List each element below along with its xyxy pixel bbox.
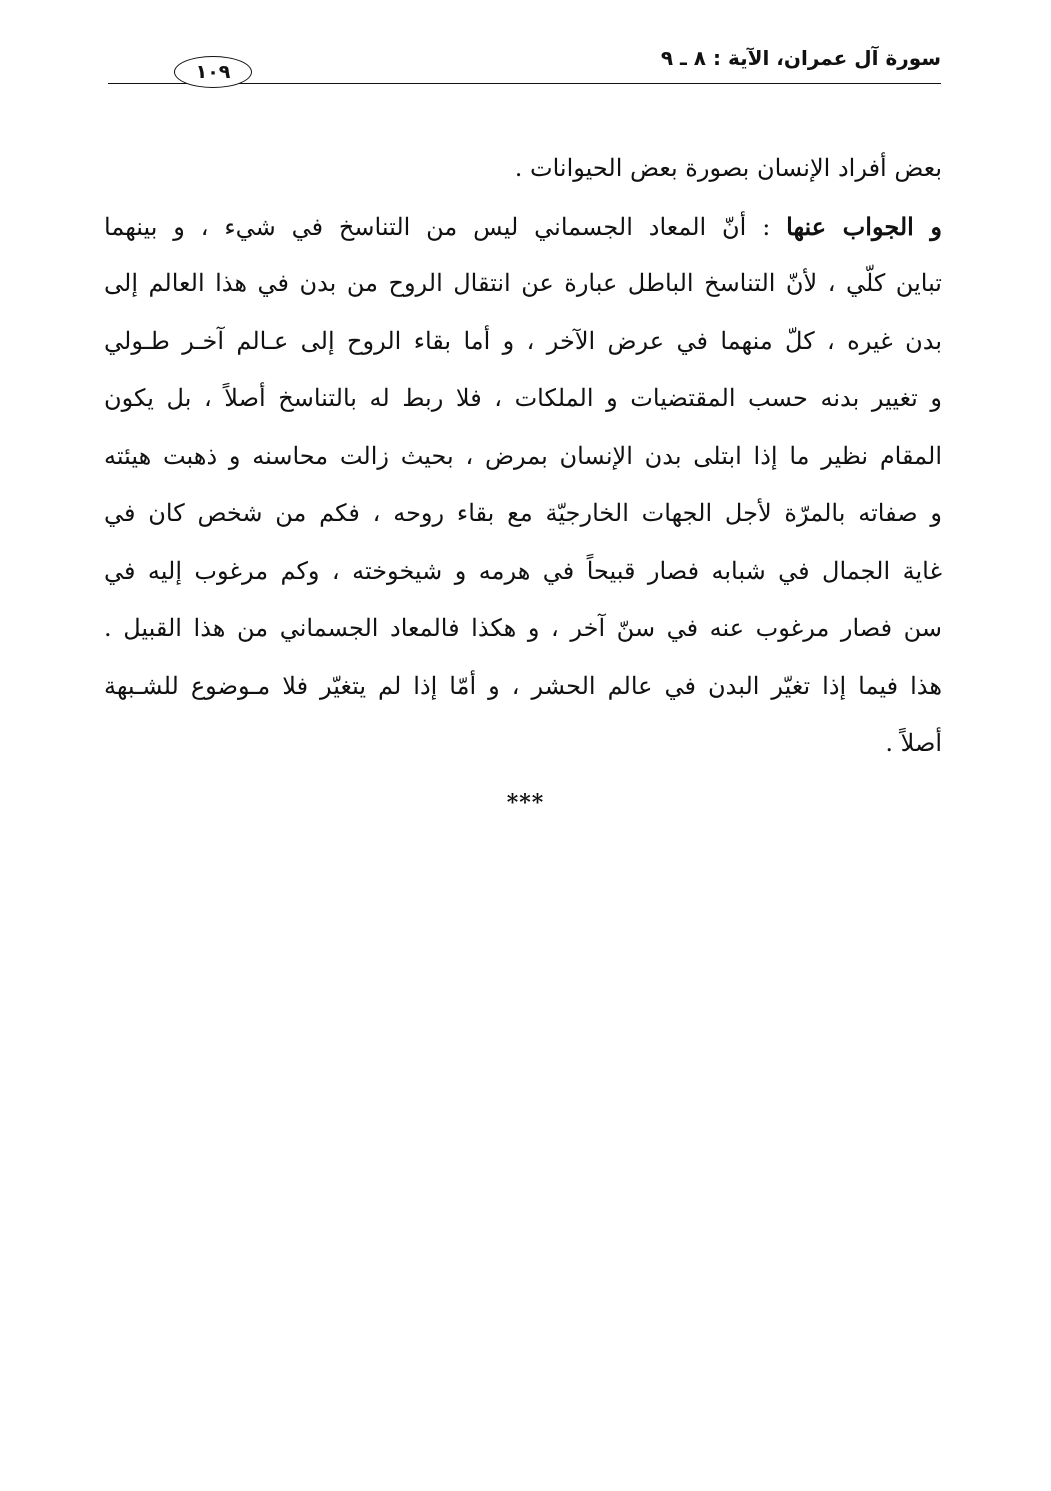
text-line: غاية الجمال في شبابه فصار قبيحاً في هرمه و شيخوخته ، وكم مرغوب إليه في: [104, 556, 942, 585]
text-line: و صفاته بالمرّة لأجل الجهات الخارجيّة مع بقاء روحه ، فكم من شخص كان في: [104, 499, 942, 527]
page-number: ١٠٩: [174, 56, 252, 88]
text-line: بدن غيره ، كلّ منهما في عرض الآخر ، و أما بقاء الروح إلى عـالم آخـر طـولي: [104, 326, 942, 355]
section-separator: ***: [506, 790, 545, 816]
body-text: [104, 140, 942, 773]
text-line: تباين كلّي ، لأنّ التناسخ الباطل عبارة عن انتقال الروح من بدن في هذا العالم إلى: [104, 269, 942, 297]
text-line: [104, 198, 942, 256]
page-header: [108, 44, 941, 90]
text-line: و تغيير بدنه حسب المقتضيات و الملكات ، فلا ربط له بالتناسخ أصلاً ، بل يكون: [104, 384, 942, 412]
running-title: سورة آل عمران، الآية : ٨ ـ ٩: [660, 46, 941, 70]
text-line-continuation: : أنّ المعاد الجسماني ليس من التناسخ في شيء ، و بينهما: [104, 212, 771, 241]
answer-heading: و الجواب عنها: [786, 211, 942, 241]
text-line: بعض أفراد الإنسان بصورة بعض الحيوانات .: [514, 154, 942, 182]
text-line: هذا فيما إذا تغيّر البدن في عالم الحشر ، و أمّا إذا لم يتغيّر فلا مـوضوع للشـبهة: [104, 671, 942, 700]
text-line: سن فصار مرغوب عنه في سنّ آخر ، و هكذا فالمعاد الجسماني من هذا القبيل .: [104, 614, 942, 642]
text-line: المقام نظير ما إذا ابتلى بدن الإنسان بمرض ، بحيث زالت محاسنه و ذهبت هيئته: [104, 441, 942, 470]
text-line: أصلاً .: [885, 729, 942, 757]
